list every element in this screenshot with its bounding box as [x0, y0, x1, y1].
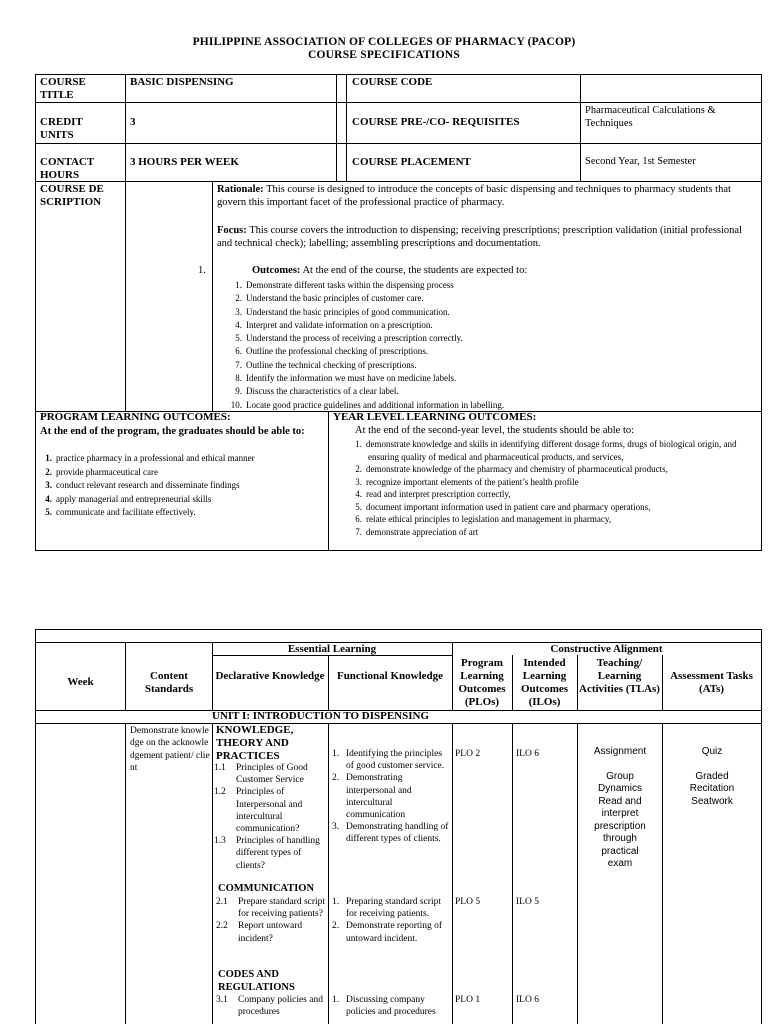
list-item: 1. practice pharmacy in a professional and ethical manner: [45, 453, 255, 463]
list-item: 9. Discuss the characteristics of a clear label.: [235, 386, 399, 397]
list-item: 6. Outline the professional checking of prescriptions.: [235, 346, 428, 357]
list-item: 4. read and interpret prescription correctly,: [355, 489, 511, 499]
functional-knowledge-header: Functional Knowledge: [336, 670, 444, 682]
list-item: 2.1 Prepare standard script for receiving patients?: [216, 897, 326, 920]
functional-list-1: [332, 748, 450, 846]
plo-list: [38, 452, 326, 520]
course-placement-value: Second Year, 1st Semester: [585, 156, 696, 167]
list-item: 1. Preparing standard script for receiving patients.: [332, 897, 441, 920]
list-item: 3.1 Company policies and procedures: [216, 995, 323, 1018]
list-item: 1. Demonstrate different tasks within the dispensing process: [235, 280, 454, 290]
contact-hours-label: CONTACT HOURS: [40, 156, 94, 181]
credit-units-label: CREDIT UNITS: [40, 116, 83, 141]
list-item: 5. Understand the process of receiving a prescription correctly.: [235, 333, 463, 344]
functional-list-2: [332, 896, 450, 945]
credit-units-value: 3: [130, 116, 136, 128]
list-item: 4. Interpret and validate information on a prescription.: [235, 319, 433, 330]
plos-header: Program Learning Outcomes (PLOs): [458, 657, 506, 708]
declarative-list-2: [216, 896, 326, 945]
list-item: 2. Demonstrate reporting of untoward incident.: [332, 921, 443, 944]
document-subtitle: COURSE SPECIFICATIONS: [308, 49, 460, 61]
prerequisites-value: Pharmaceutical Calculations & Techniques: [585, 105, 716, 129]
list-item: 1. Discussing company policies and procedures: [332, 995, 436, 1018]
focus-text: This course covers the introduction to dispensing; receiving prescriptions; prescription validation (initial professional and technical check); labelling; assembling prescriptions and documentation.: [217, 225, 742, 249]
course-code-label: COURSE CODE: [352, 76, 433, 88]
rationale-paragraph: [217, 183, 757, 209]
declarative-list-3: [216, 994, 326, 1018]
focus-paragraph: [217, 224, 757, 250]
outcomes-marker: 1.: [198, 265, 206, 276]
course-title-label: COURSE TITLE: [40, 76, 86, 101]
content-standard-text: Demonstrate knowledge on the acknowledgement patient/ client: [130, 726, 210, 773]
list-item: 1.2 Principles of Interpersonal and intercultural communication?: [214, 787, 303, 835]
course-title-value: BASIC DISPENSING: [130, 76, 234, 88]
content-standards-header: Content Standards: [144, 670, 194, 695]
unit-title: UNIT I: INTRODUCTION TO DISPENSING: [212, 710, 429, 722]
ilos-header: Intended Learning Outcomes (ILOs): [520, 657, 569, 708]
list-item: 1.1 Principles of Good Customer Service: [214, 763, 308, 786]
list-item: 7. Outline the technical checking of prescriptions.: [235, 359, 417, 370]
declarative-list-1: [214, 762, 326, 872]
list-item: 4. apply managerial and entrepreneurial skills: [45, 493, 212, 504]
list-item: 1. demonstrate knowledge and skills in identifying different dosage forms, drugs of biological origin, and ensuring quality of medical and pharmaceutical products, and services,: [355, 439, 737, 462]
list-item: 10. Locate good practice guidelines and additional information in labelling.: [230, 399, 505, 410]
ylo-heading: YEAR LEVEL LEARNING OUTCOMES:: [333, 411, 537, 423]
list-item: 2. provide pharmaceutical care: [45, 466, 158, 477]
section-knowledge-title: KNOWLEDGE, THEORY AND PRACTICES: [216, 724, 294, 762]
course-placement-label: COURSE PLACEMENT: [352, 156, 471, 168]
plo-intro: At the end of the program, the graduates should be able to:: [40, 426, 305, 437]
list-item: 6. relate ethical principles to legislation and management in pharmacy,: [355, 514, 612, 524]
at-cell: Quiz Graded Recitation Seatwork: [689, 746, 735, 807]
document-org-title: PHILIPPINE ASSOCIATION OF COLLEGES OF PHARMACY (PACOP): [192, 36, 576, 48]
functional-list-3: [332, 994, 450, 1018]
section-communication-title: COMMUNICATION: [218, 883, 315, 894]
declarative-knowledge-header: Declarative Knowledge: [215, 670, 325, 682]
ilo-cell-1: ILO 6: [516, 749, 539, 759]
tlas-header: Teaching/ Learning Activities (TLAs): [579, 657, 660, 695]
essential-learning-header: Essential Learning: [287, 643, 377, 655]
ilo-cell-2: ILO 5: [516, 897, 539, 907]
list-item: 2.2 Report untoward incident?: [216, 921, 303, 944]
ylo-list: [348, 438, 758, 538]
course-outcomes-list: [228, 279, 748, 412]
list-item: 2. demonstrate knowledge of the pharmacy and chemistry of pharmaceutical products,: [355, 464, 668, 474]
contact-hours-value: 3 HOURS PER WEEK: [130, 156, 239, 168]
outcomes-label: Outcomes:: [252, 265, 301, 276]
outcomes-intro: At the end of the course, the students are expected to:: [302, 265, 528, 276]
plo-cell-1: PLO 2: [455, 749, 481, 759]
week-header: Week: [67, 676, 94, 688]
list-item: 2. Demonstrating interpersonal and intercultural communication: [332, 773, 412, 821]
section-codes-title: CODES AND REGULATIONS: [218, 969, 295, 993]
course-description-label: COURSE DESCRIPTION: [40, 183, 104, 208]
list-item: 3. conduct relevant research and disseminate findings: [45, 480, 240, 490]
list-item: 1.3 Principles of handling different types of clients?: [214, 836, 320, 871]
plo-heading: PROGRAM LEARNING OUTCOMES:: [40, 411, 231, 423]
list-item: 5. communicate and facilitate effectively.: [45, 507, 196, 517]
list-item: 3. recognize important elements of the patient’s health profile: [355, 476, 579, 487]
outcomes-heading: [252, 264, 752, 277]
plo-cell-3: PLO 1: [455, 995, 481, 1005]
ilo-cell-3: ILO 6: [516, 995, 539, 1005]
ats-header: Assessment Tasks (ATs): [670, 670, 753, 695]
rationale-label: Rationale:: [217, 184, 264, 195]
list-item: 1. Identifying the principles of good customer service.: [332, 749, 445, 772]
tla-cell: Assignment Group Dynamics Read and interpret prescription through practical exam: [593, 746, 647, 869]
list-item: 3. Demonstrating handling of different types of clients.: [332, 822, 449, 845]
constructive-alignment-header: Constructive Alignment: [550, 643, 663, 655]
list-item: 2. Understand the basic principles of customer care.: [235, 293, 424, 304]
list-item: 7. demonstrate appreciation of art: [355, 526, 479, 537]
ylo-intro: At the end of the second-year level, the students should be able to:: [355, 425, 635, 436]
rationale-text: This course is designed to introduce the concepts of basic dispensing and techniques to pharmacy students that govern this important facet of the professional practice of pharmacy.: [217, 184, 731, 208]
list-item: 3. Understand the basic principles of good communication.: [235, 306, 450, 317]
prerequisites-label: COURSE PRE-/CO- REQUISITES: [352, 116, 520, 128]
list-item: 8. Identify the information we must have on medicine labels.: [235, 373, 457, 384]
list-item: 5. document important information used in patient care and pharmacy operations,: [355, 501, 651, 512]
plo-cell-2: PLO 5: [455, 897, 481, 907]
focus-label: Focus:: [217, 225, 247, 236]
